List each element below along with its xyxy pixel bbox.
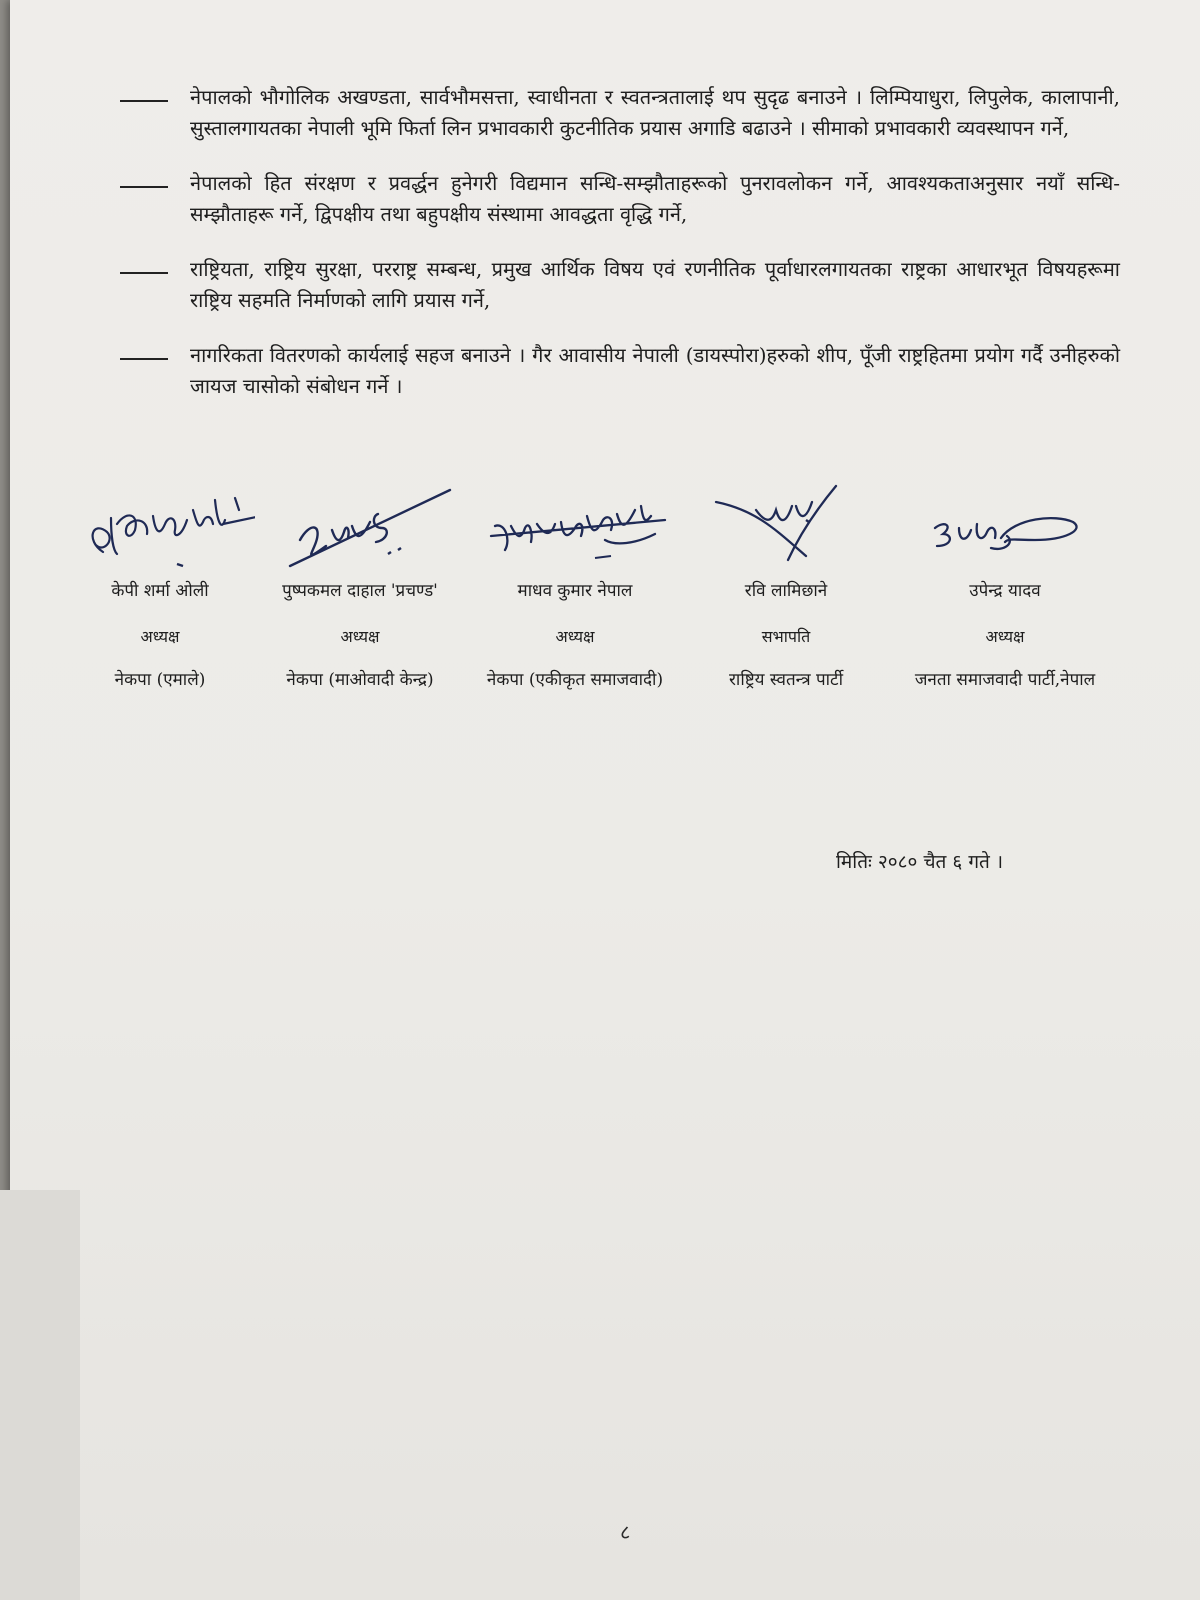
page-number: ८ <box>620 1520 631 1544</box>
signatory-nepal <box>460 480 690 692</box>
signatory-party: राष्ट्रिय स्वतन्त्र पार्टी <box>728 670 844 690</box>
handwritten-signature <box>696 480 876 580</box>
document-date: मितिः २०८० चैत ६ गते । <box>836 851 1004 873</box>
clause-text: नेपालको भौगोलिक अखण्डता, सार्वभौमसत्ता, स्वाधीनता र स्वतन्त्रतालाई थप सुदृढ बनाउने । लिम्पियाधुरा, लिपुलेक, कालापानी, सुस्तालगायतका नेपाली भूमि फिर्ता लिन प्रभावकारी कुटनीतिक प्रयास अगाडि बढाउने । सीमाको प्रभावकारी व्यवस्थापन गर्ने, <box>190 85 1120 140</box>
signatory-role: अध्यक्ष <box>985 627 1025 646</box>
signatory-lamichhane <box>686 480 886 692</box>
handwritten-signature <box>905 480 1105 580</box>
handwritten-signature <box>65 480 255 580</box>
signatory-role: अध्यक्ष <box>140 627 180 646</box>
signatory-name: माधव कुमार नेपाल <box>517 581 633 601</box>
clause-item <box>120 340 1120 402</box>
clause-dash <box>120 358 168 360</box>
document-page <box>10 0 1200 1600</box>
clause-dash <box>120 186 168 188</box>
signatory-name: रवि लामिछाने <box>744 581 828 601</box>
clause-item <box>120 168 1120 230</box>
clause-text: नागरिकता वितरणको कार्यलाई सहज बनाउने । गैर आवासीय नेपाली (डायस्पोरा)हरुको शीप, पूँजी राष्ट्रहितमा प्रयोग गर्दै उनीहरुको जायज चासोको संबोधन गर्ने । <box>190 343 1120 398</box>
signatory-name: पुष्पकमल दाहाल 'प्रचण्ड' <box>282 581 438 601</box>
clause-item <box>120 82 1120 144</box>
underlying-sheet <box>0 1190 80 1600</box>
clause-item <box>120 254 1120 316</box>
signatory-party: नेकपा (एकीकृत समाजवादी) <box>486 670 664 690</box>
clause-dash <box>120 272 168 274</box>
signatory-role: अध्यक्ष <box>555 627 595 646</box>
signatory-name: उपेन्द्र यादव <box>969 581 1041 601</box>
signatory-oli <box>60 480 260 692</box>
signatory-yadav <box>890 480 1120 692</box>
clause-list <box>120 82 1120 426</box>
signatory-party: नेकपा (एमाले) <box>114 670 206 690</box>
clause-text: नेपालको हित संरक्षण र प्रवर्द्धन हुनेगरी विद्यमान सन्धि-सम्झौताहरूको पुनरावलोकन गर्ने, आवश्यकताअनुसार नयाँ सन्धि-सम्झौताहरू गर्ने, द्विपक्षीय तथा बहुपक्षीय संस्थामा आवद्धता वृद्धि गर्ने, <box>190 171 1120 226</box>
clause-text: राष्ट्रियता, राष्ट्रिय सुरक्षा, परराष्ट्र सम्बन्ध, प्रमुख आर्थिक विषय एवं रणनीतिक पूर्वाधारलगायतका राष्ट्रका आधारभूत विषयहरूमा राष्ट्रिय सहमति निर्माणको लागि प्रयास गर्ने, <box>190 257 1120 312</box>
signatory-role: सभापति <box>761 627 811 646</box>
signatory-role: अध्यक्ष <box>340 627 380 646</box>
handwritten-signature <box>260 480 460 580</box>
signatory-dahal <box>250 480 470 692</box>
signatory-party: नेकपा (माओवादी केन्द्र) <box>286 670 434 690</box>
signatory-party: जनता समाजवादी पार्टी,नेपाल <box>914 670 1096 690</box>
signatory-name: केपी शर्मा ओली <box>111 581 209 601</box>
handwritten-signature <box>465 480 685 580</box>
clause-dash <box>120 100 168 102</box>
